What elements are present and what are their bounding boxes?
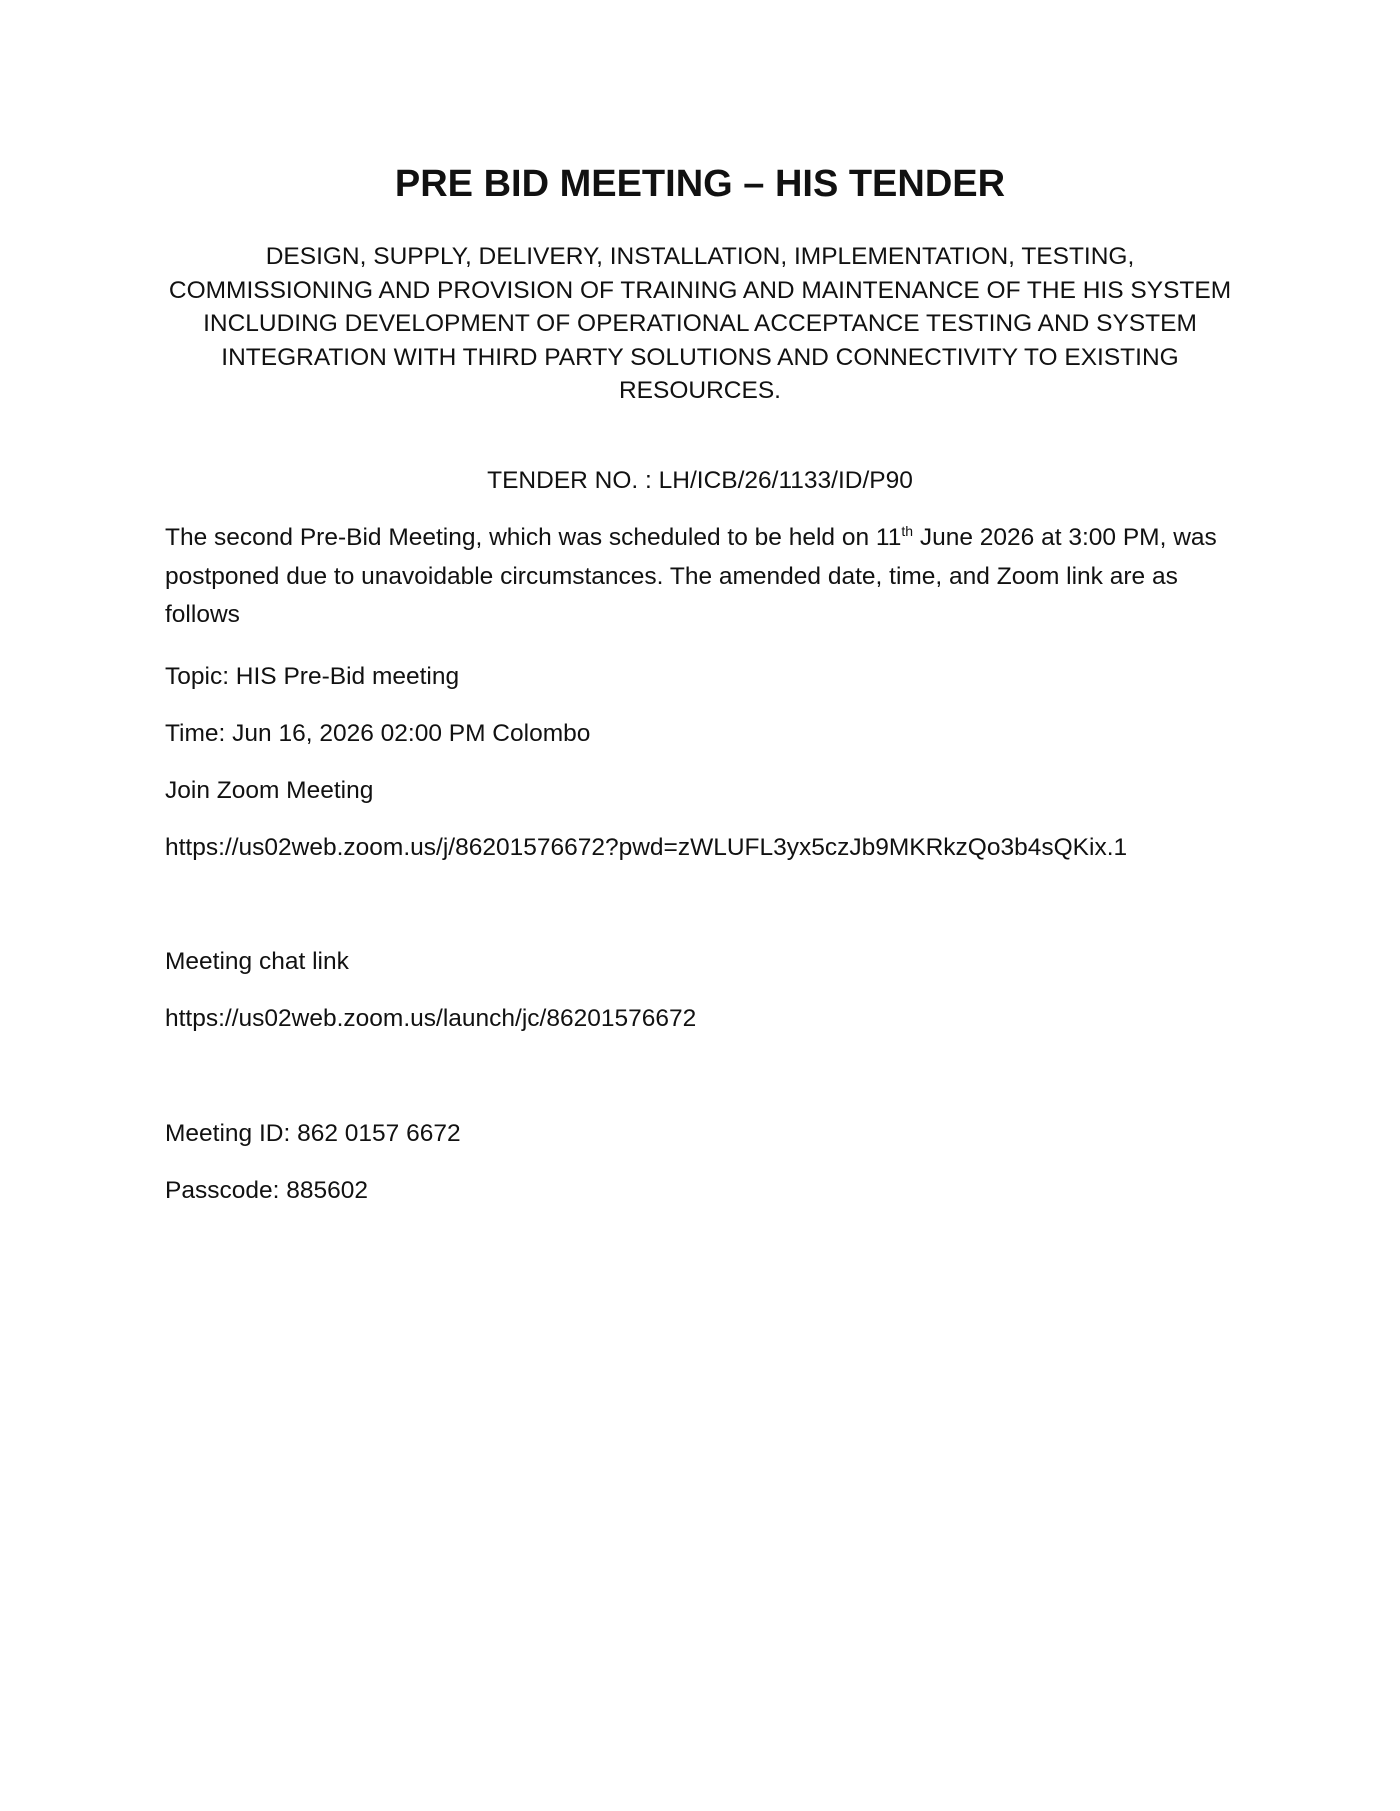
join-zoom-label: Join Zoom Meeting [165,777,374,804]
meeting-topic: Topic: HIS Pre-Bid meeting [165,663,460,690]
notice-text-end: June 2026 at 3:00 PM, was postponed due to unavoidable circumstances. The amended date, time, and Zoom link are as follows [165,524,1217,628]
meeting-passcode: Passcode: 885602 [165,1177,368,1204]
document-title: PRE BID MEETING – HIS TENDER [394,163,1006,205]
meeting-chat-label: Meeting chat link [165,948,349,975]
meeting-time: Time: Jun 16, 2026 02:00 PM Colombo [165,720,591,747]
tender-description: DESIGN, SUPPLY, DELIVERY, INSTALLATION, IMPLEMENTATION, TESTING, COMMISSIONING AND PROVISION OF TRAINING AND MAINTENANCE OF THE HIS SYSTEM INCLUDING DEVELOPMENT OF OPERATIONAL ACCEPTANCE TESTING AND SYSTEM INTEGRATION WITH THIRD PARTY SOLUTIONS AND CONNECTIVITY TO EXISTING RESOURCES. [168,243,1232,404]
join-zoom-link[interactable]: https://us02web.zoom.us/j/86201576672?pwd=zWLUFL3yx5czJb9MKRkzQo3b4sQKix.1 [165,834,1128,861]
ordinal-suffix: th [901,522,914,539]
notice-text-start: The second Pre-Bid Meeting, which was scheduled to be held on 11 [165,524,902,551]
postponement-notice [165,519,1255,635]
join-zoom-link-line [165,829,1255,868]
tender-number: TENDER NO. : LH/ICB/26/1133/ID/P90 [487,467,913,494]
meeting-chat-link[interactable]: https://us02web.zoom.us/launch/jc/86201576672 [165,1005,697,1032]
meeting-chat-link-line [165,1000,1255,1039]
meeting-id: Meeting ID: 862 0157 6672 [165,1120,461,1147]
